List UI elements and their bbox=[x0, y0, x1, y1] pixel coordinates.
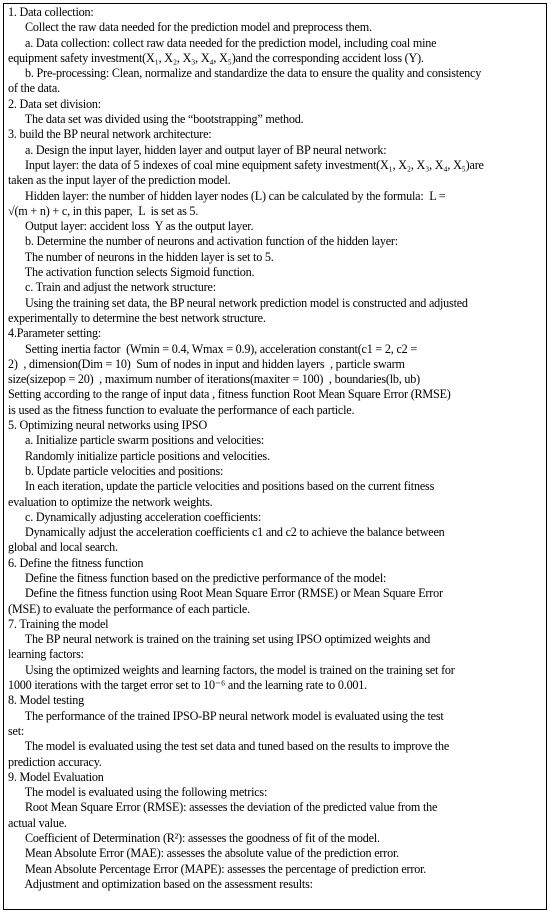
text-line: Coefficient of Determination (R²): assesses the goodness of fit of the model. bbox=[8, 831, 380, 846]
text-line: evaluation to optimize the network weights. bbox=[8, 494, 213, 509]
text-line: The activation function selects Sigmoid function. bbox=[8, 265, 255, 280]
text-line: of the data. bbox=[8, 81, 60, 96]
text-line: a. Data collection: collect raw data needed for the prediction model, including coal mine bbox=[8, 35, 437, 50]
text-line: Root Mean Square Error (RMSE): assesses the deviation of the predicted value from the bbox=[8, 800, 438, 815]
text-line: experimentally to determine the best network structure. bbox=[8, 310, 266, 325]
text-line: Mean Absolute Percentage Error (MAPE): assesses the percentage of prediction error. bbox=[8, 861, 427, 876]
text-line: 2) , dimension(Dim = 10) Sum of nodes in input and hidden layers , particle swarm bbox=[8, 356, 405, 371]
text-line: The performance of the trained IPSO-BP neural network model is evaluated using the test bbox=[8, 708, 444, 723]
text-line: Setting according to the range of input data , fitness function Root Mean Square Error (RMSE) bbox=[8, 387, 451, 402]
text-line: learning factors: bbox=[8, 647, 84, 662]
text-line: Dynamically adjust the acceleration coefficients c1 and c2 to achieve the balance between bbox=[8, 525, 445, 540]
text-line: (MSE) to evaluate the performance of each particle. bbox=[8, 601, 250, 616]
text-line: b. Update particle velocities and positions: bbox=[8, 463, 224, 478]
text-line: b. Determine the number of neurons and activation function of the hidden layer: bbox=[8, 234, 398, 249]
text-line: c. Train and adjust the network structure: bbox=[8, 280, 216, 295]
text-line: set: bbox=[8, 723, 25, 738]
text-line: 3. build the BP neural network architecture: bbox=[8, 127, 212, 142]
text-line: is used as the fitness function to evaluate the performance of each particle. bbox=[8, 402, 355, 417]
text-line: global and local search. bbox=[8, 540, 118, 555]
algorithm-steps-text bbox=[8, 5, 543, 892]
text-line: Adjustment and optimization based on the assessment results: bbox=[8, 876, 313, 891]
text-line: equipment safety investment(X₁, X₂, X₃, X₄, X₅)and the corresponding accident loss (Y). bbox=[8, 50, 424, 65]
text-line: b. Pre-processing: Clean, normalize and standardize the data to ensure the quality and consistency bbox=[8, 66, 482, 81]
text-line: 9. Model Evaluation bbox=[8, 769, 104, 784]
text-line: The BP neural network is trained on the training set using IPSO optimized weights and bbox=[8, 632, 431, 647]
text-line: Hidden layer: the number of hidden layer nodes (L) can be calculated by the formula: L = bbox=[8, 188, 446, 203]
text-line: √(m + n) + c, in this paper, L is set as 5. bbox=[8, 203, 199, 218]
text-line: Using the optimized weights and learning factors, the model is trained on the training set for bbox=[8, 662, 455, 677]
text-line: Using the training set data, the BP neural network prediction model is constructed and adjusted bbox=[8, 295, 468, 310]
text-line: 2. Data set division: bbox=[8, 96, 101, 111]
text-line: The number of neurons in the hidden layer is set to 5. bbox=[8, 249, 274, 264]
text-line: actual value. bbox=[8, 815, 67, 830]
text-line: prediction accuracy. bbox=[8, 754, 102, 769]
text-line: Collect the raw data needed for the prediction model and preprocess them. bbox=[8, 20, 372, 35]
text-line: 6. Define the fitness function bbox=[8, 555, 144, 570]
text-line: 8. Model testing bbox=[8, 693, 85, 708]
text-line: 1000 iterations with the target error set to 10⁻⁶ and the learning rate to 0.001. bbox=[8, 678, 368, 693]
text-line: Setting inertia factor (Wmin = 0.4, Wmax = 0.9), acceleration constant(c1 = 2, c2 = bbox=[8, 341, 417, 356]
text-line: a. Design the input layer, hidden layer and output layer of BP neural network: bbox=[8, 142, 387, 157]
text-line: Define the fitness function using Root Mean Square Error (RMSE) or Mean Square Error bbox=[8, 586, 443, 601]
text-line: The model is evaluated using the following metrics: bbox=[8, 785, 268, 800]
text-line: In each iteration, update the particle velocities and positions based on the current fitness bbox=[8, 479, 435, 494]
text-line: Input layer: the data of 5 indexes of coal mine equipment safety investment(X₁, X₂, X₃, X₄, X₅)are bbox=[8, 157, 484, 172]
text-line: Randomly initialize particle positions and velocities. bbox=[8, 448, 270, 463]
text-line: a. Initialize particle swarm positions and velocities: bbox=[8, 433, 265, 448]
text-line: 5. Optimizing neural networks using IPSO bbox=[8, 418, 208, 433]
text-line: 1. Data collection: bbox=[8, 5, 94, 19]
text-line: Mean Absolute Error (MAE): assesses the absolute value of the prediction error. bbox=[8, 846, 399, 861]
text-line: Output layer: accident loss Y as the output layer. bbox=[8, 219, 254, 234]
text-line: taken as the input layer of the prediction model. bbox=[8, 173, 231, 188]
text-line: size(sizepop = 20) , maximum number of iterations(maxiter = 100) , boundaries(lb, ub) bbox=[8, 372, 421, 387]
text-line: 7. Training the model bbox=[8, 616, 109, 631]
text-line: The model is evaluated using the test set data and tuned based on the results to improve the bbox=[8, 739, 450, 754]
text-line: Define the fitness function based on the predictive performance of the model: bbox=[8, 570, 387, 585]
text-line: 4.Parameter setting: bbox=[8, 326, 102, 341]
text-line: c. Dynamically adjusting acceleration coefficients: bbox=[8, 509, 262, 524]
text-line: The data set was divided using the “bootstrapping” method. bbox=[8, 112, 304, 127]
